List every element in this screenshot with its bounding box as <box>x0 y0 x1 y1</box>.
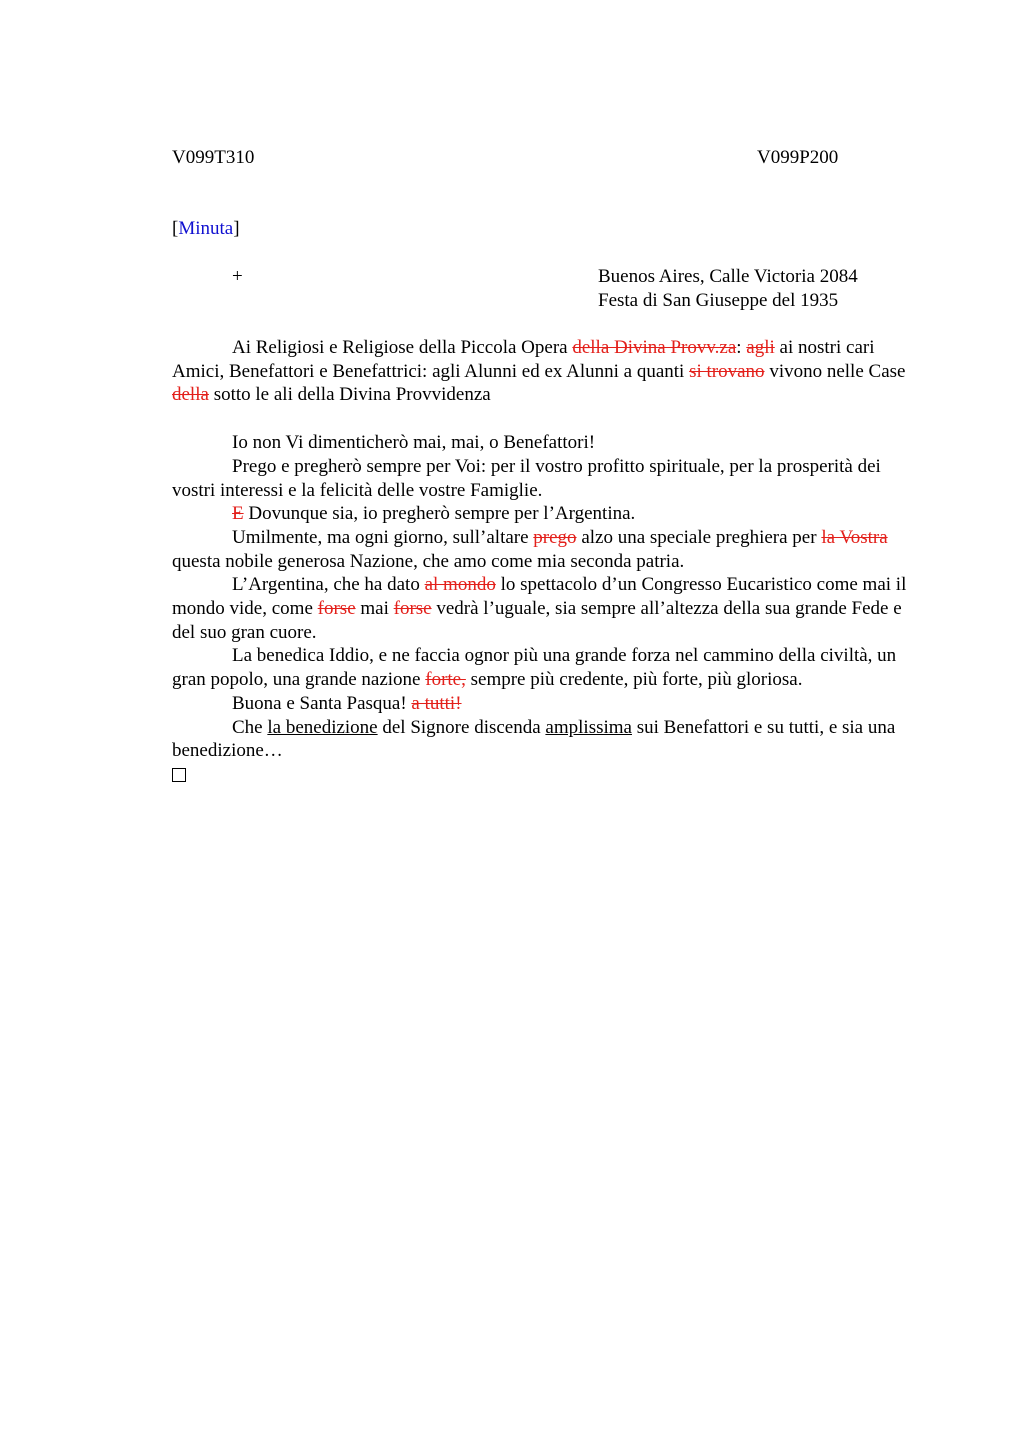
place-line: Buenos Aires, Calle Victoria 2084 <box>598 266 858 287</box>
deleted-text: della <box>172 384 209 406</box>
paragraph: Prego e pregherò sempre per Voi: per il vostro profitto spirituale, per la prosperità dei vostri interessi e la felicità delle vostre Famiglie. <box>172 455 881 501</box>
deleted-text: della Divina Provv.za <box>572 337 737 358</box>
deleted-text: forse <box>393 598 432 620</box>
underlined-text: la benedizione <box>267 716 378 738</box>
deleted-text: a tutti! <box>411 692 462 714</box>
paragraph: La benedica Iddio, e ne faccia ognor più una grande forza nel cammino della civiltà, un gran popolo, una grande nazione forte, sempre più credente, più forte, più gloriosa. <box>172 645 897 691</box>
square-outline-icon <box>172 768 186 782</box>
minuta-text: Minuta <box>178 218 234 239</box>
deleted-text: prego <box>533 526 577 548</box>
cross-mark: + <box>232 266 243 287</box>
letter-body <box>172 336 922 789</box>
deleted-text: agli <box>746 337 775 358</box>
deleted-text: si trovano <box>689 360 765 382</box>
paragraph-address: Ai Religiosi e Religiose della Piccola Opera della Divina Provv.za: agli ai nostri cari Amici, Benefattori e Benefattrici: agli Alunni ed ex Alunni a quanti si trovano vivono nelle Case della sotto le ali della Divina Provvidenza <box>172 337 906 406</box>
code-right: V099P200 <box>757 147 839 168</box>
paragraph: Umilmente, ma ogni giorno, sull’altare prego alzo una speciale preghiera per la Vostra questa nobile generosa Nazione, che amo come mia seconda patria. <box>172 526 888 572</box>
bracket-open: [ <box>172 218 179 239</box>
deleted-text: la Vostra <box>821 526 888 548</box>
place-date <box>598 265 858 312</box>
document-codes <box>172 146 922 170</box>
date-line: Festa di San Giuseppe del 1935 <box>598 289 839 311</box>
paragraph: E Dovunque sia, io pregherò sempre per l’Argentina. <box>232 503 636 525</box>
bracket-close: ] <box>233 218 240 239</box>
deleted-text: al mondo <box>424 574 496 596</box>
code-left: V099T310 <box>172 147 255 168</box>
paragraph: Io non Vi dimenticherò mai, mai, o Benefattori! <box>232 432 596 454</box>
paragraph: L’Argentina, che ha dato al mondo lo spettacolo d’un Congresso Eucaristico come mai il mondo vide, come forse mai forse vedrà l’uguale, sia sempre all’altezza della sua grande Fede e del suo gran cuore. <box>172 574 907 643</box>
end-marker <box>172 763 922 789</box>
paragraph: Che la benedizione del Signore discenda amplissima sui Benefattori e su tutti, e sia una benedizione… <box>172 716 896 762</box>
paragraph-gap <box>172 407 922 431</box>
deleted-text: E <box>232 503 244 525</box>
deleted-text: forte, <box>425 669 466 691</box>
underlined-text: amplissima <box>545 716 632 738</box>
deleted-text: forse <box>317 598 356 620</box>
minuta-label <box>172 217 240 241</box>
paragraph: Buona e Santa Pasqua! a tutti! <box>232 692 462 714</box>
